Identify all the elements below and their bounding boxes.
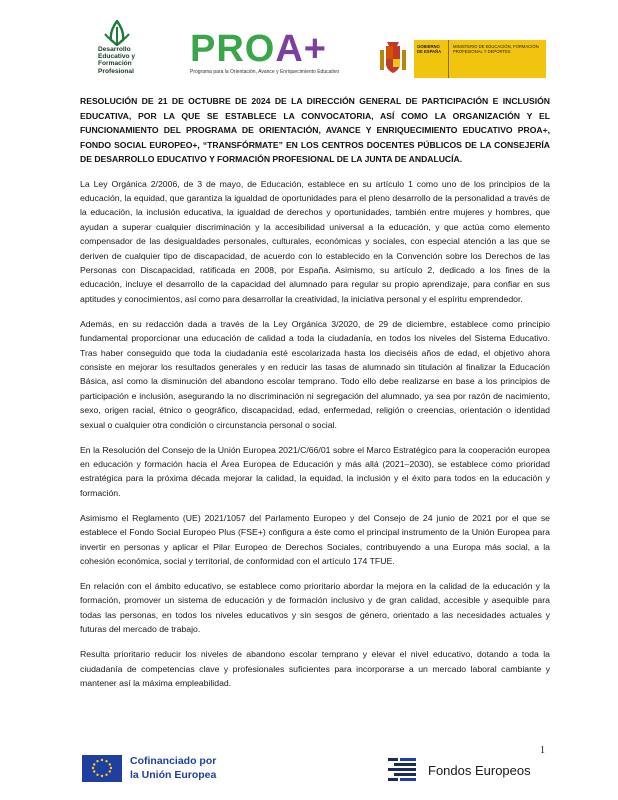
junta-text-line: Formación bbox=[98, 60, 132, 68]
ministerio-label: MINISTERIO DE EDUCACIÓN, FORMACIÓN PROFESIONAL Y DEPORTES bbox=[448, 40, 546, 78]
junta-andalucia-logo bbox=[88, 20, 148, 75]
gobierno-espana-logo bbox=[372, 40, 546, 78]
eu-flag-icon bbox=[82, 755, 122, 782]
proa-logo bbox=[190, 30, 350, 75]
fondos-europeos-logo bbox=[386, 756, 531, 784]
coat-of-arms-icon bbox=[372, 40, 414, 78]
document-title: RESOLUCIÓN DE 21 DE OCTUBRE DE 2024 DE LA DIRECCIÓN GENERAL DE PARTICIPACIÓN E INCLUSIÓN EDUCATIVA, POR LA QUE SE ESTABLECE LA CONVOCATORIA, ASÍ COMO LA ORGANIZACIÓN Y EL FUNCIONAMIENTO DEL PROGRAMA DE ORIENTACIÓN, AVANCE Y ENRIQUECIMIENTO EDUCATIVO PROA+, FONDO SOCIAL EUROPEO+, “TRANSFÓRMATE” EN LOS CENTROS DOCENTES PÚBLICOS DE LA CONSEJERÍA DE DESARROLLO EDUCATIVO Y FORMACIÓN PROFESIONAL DE LA JUNTA DE ANDALUCÍA. bbox=[80, 96, 550, 164]
paragraph-6: Resulta prioritario reducir los niveles de abandono escolar temprano y elevar el nivel educativo, dotando a toda la ciudadanía de competencias clave y profesionales suficientes para incorporarse a un mercado laboral cambiante y mantener así la máxima empleabilidad. bbox=[80, 649, 550, 689]
paragraph-2: Además, en su redacción dada a través de la Ley Orgánica 3/2020, de 29 de diciembre, establece como principio fundamental proporcionar una educación de calidad a toda la ciudadanía, en todos los niveles del Sistema Educativo. Tras haber conseguido que toda la ciudadanía esté escolarizada hasta los dieciséis años de edad, el objetivo ahora consiste en mejorar los resultados generales y en reducir las tasas de alumnado sin titulación al finalizar la Educación Básica, así como la disminución del abandono escolar temprano. Todo ello debe realizarse en base a los principios de participación e inclusión, asegurando la no discriminación ni segregación del alumnado, ya sea por razón de nacimiento, sexo, origen racial, étnico o geográfico, discapacidad, edad, enfermedad, religión o creencias, orientación o identidad sexual o cualquier otra condición o circunstancia personal o social. bbox=[80, 318, 550, 430]
paragraph-4: Asimismo el Reglamento (UE) 2021/1057 del Parlamento Europeo y del Consejo de 24 junio de 2021 por el que se establece el Fondo Social Europeo Plus (FSE+) configura a éste como el principal instrumento de la Unión Europea para invertir en personas y aplicar el Pilar Europeo de Derechos Sociales, contribuyendo a una Europa más social, a la cohesión económica, social y territorial, de conformidad con el artículo 174 TFUE. bbox=[80, 512, 550, 567]
paragraph-1: La Ley Orgánica 2/2006, de 3 de mayo, de Educación, establece en su artículo 1 como uno de los principios de la educación, la equidad, que garantiza la igualdad de oportunidades para el pleno desarrollo de la personalidad a través de la educación, la inclusión educativa, la igualdad de derechos y oportunidades, también entre mujeres y hombres, que ayudan a superar cualquier discriminación y la accesibilidad universal a la educación, y que actúa como elemento compensador de las desigualdades personales, culturales, económicas y sociales, con especial atención a las que se deriven de cualquier tipo de discapacidad, de acuerdo con lo establecido en la Convención sobre los Derechos de las Personas con Discapacidad, ratificada en 2008, por España. Asimismo, su artículo 2, dedicado a los fines de la educación, incluye el desarrollo de la capacidad del alumnado para regular su propio aprendizaje, para confiar en sus aptitudes y conocimientos, así como para desarrollar la creatividad, la iniciativa personal y el espíritu emprendedor. bbox=[80, 178, 550, 304]
proa-wordmark bbox=[190, 30, 350, 68]
eu-cofinanced-logo bbox=[82, 754, 216, 782]
paragraph-5: En relación con el ámbito educativo, se establece como prioritario abordar la mejora en la calidad de la educación y la formación, promover un sistema de educación y de formación inclusivo y de gran calidad, accesible y asequible para todas las personas, en todos los niveles educativos y sin sesgos de género, orientado a las necesidades actuales y futuras del mercado de trabajo. bbox=[80, 581, 550, 635]
eu-text-line-2: la Unión Europea bbox=[130, 769, 217, 781]
proa-wordmark-main: PRO bbox=[190, 28, 276, 70]
page-number: 1 bbox=[540, 745, 545, 756]
junta-text-line: Profesional bbox=[98, 67, 134, 75]
junta-text-line: Educativo y bbox=[98, 53, 136, 61]
proa-wordmark-plus: A+ bbox=[275, 28, 327, 70]
junta-text-line: Desarrollo bbox=[98, 46, 131, 53]
paragraph-3: En la Resolución del Consejo de la Unión Europea 2021/C/66/01 sobre el Marco Estratégico para la cooperación europea en educación y formación hacia el Área Europea de Educación y más allá (2021–2030), se establece como prioridad estratégica para la próxima década mejorar la calidad, la equidad, la inclusión y el éxito para todos en la educación y formación. bbox=[80, 444, 550, 498]
fondos-europeos-label: Fondos Europeos bbox=[428, 762, 531, 778]
document-body bbox=[80, 94, 550, 701]
eu-text-line-1: Cofinanciado por bbox=[130, 755, 217, 767]
proa-subtitle: Programa para la Orientación, Avance y Enriquecimiento Educativo bbox=[190, 69, 340, 75]
gobierno-label: GOBIERNO DE ESPAÑA bbox=[414, 40, 448, 78]
fondos-europeos-icon bbox=[386, 756, 420, 784]
junta-leaf-icon bbox=[102, 20, 132, 46]
